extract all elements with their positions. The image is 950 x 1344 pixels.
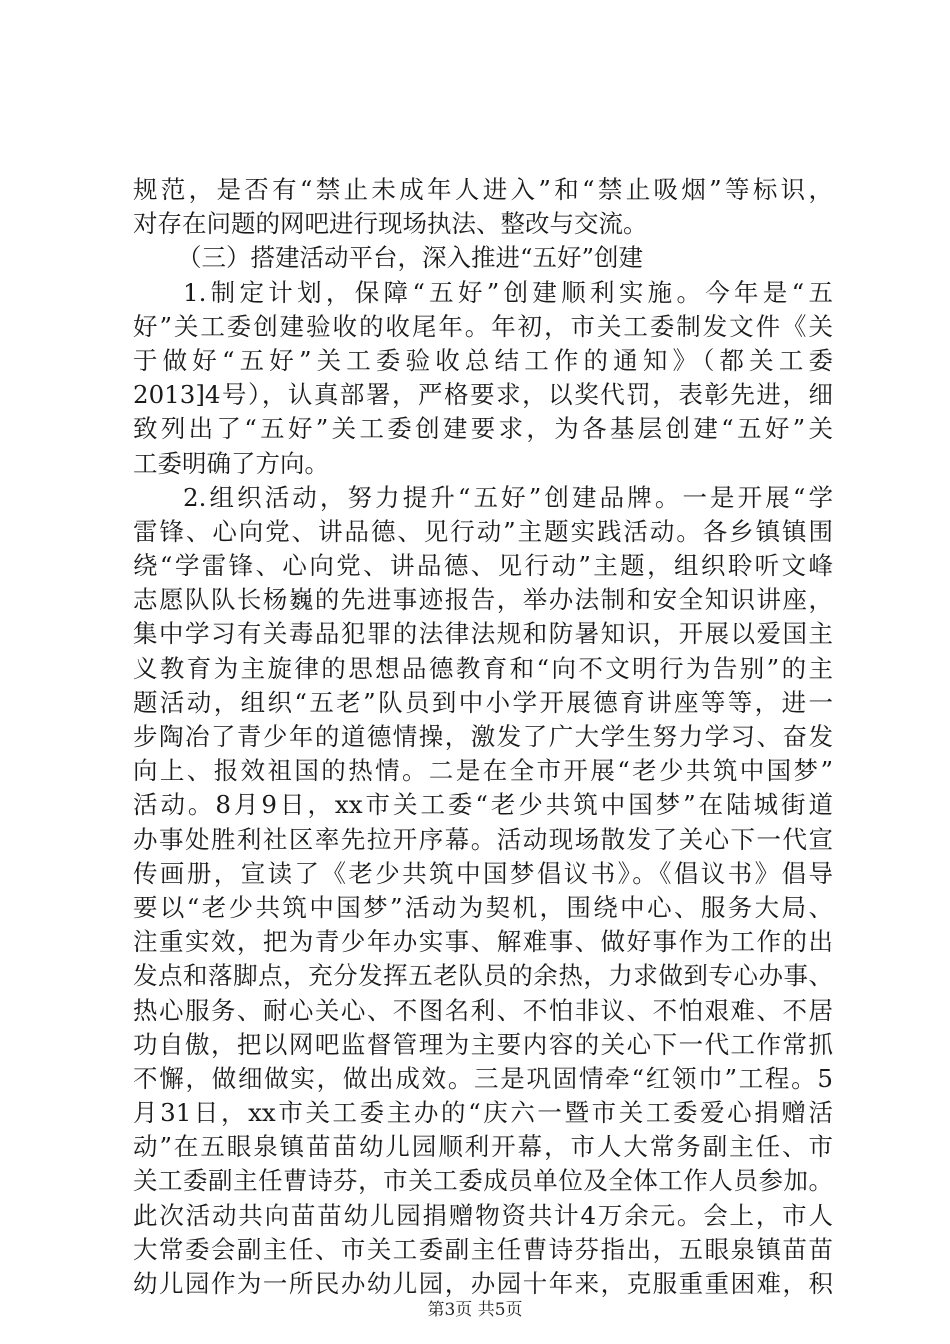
text-line: 工委明确了方向。 [133, 448, 329, 478]
text-line: 动”在五眼泉镇苗苗幼儿园顺利开幕，市人大常务副主任、市 [133, 1132, 833, 1162]
text-line: 雷锋、心向党、讲品德、见行动”主题实践活动。各乡镇镇围 [133, 516, 833, 546]
text-line: 注重实效，把为青少年办实事、解难事、做好事作为工作的出 [133, 927, 833, 957]
text-line: 集中学习有关毒品犯罪的法律法规和防暑知识，开展以爱国主 [133, 619, 833, 649]
text-line: 好”关工委创建验收的收尾年。年初，市关工委制发文件《关 [133, 311, 833, 341]
text-line: 活动。8月9日，xx市关工委“老少共筑中国梦”在陆城街道 [133, 790, 833, 820]
text-line: 2.组织活动，努力提升“五好”创建品牌。一是开展“学 [183, 482, 833, 512]
text-line: 步陶冶了青少年的道德情操，激发了广大学生努力学习、奋发 [133, 722, 833, 751]
text-line: 于做好“五好”关工委验收总结工作的通知》（都关工委 [133, 345, 833, 375]
page-number-footer: 第3页 共5页 [427, 1300, 523, 1320]
text-line: 传画册，宣读了《老少共筑中国梦倡议书》。《倡议书》倡导 [133, 858, 833, 888]
text-line: 志愿队队长杨巍的先进事迹报告，举办法制和安全知识讲座， [133, 585, 833, 615]
text-line: 幼儿园作为一所民办幼儿园，办园十年来，克服重重困难，积 [133, 1269, 833, 1298]
text-line: 1.制定计划，保障“五好”创建顺利实施。今年是“五 [183, 277, 833, 307]
text-line: 致列出了“五好”关工委创建要求，为各基层创建“五好”关 [133, 414, 833, 444]
text-line: 向上、报效祖国的热情。二是在全市开展“老少共筑中国梦” [133, 756, 833, 786]
text-line: 关工委副主任曹诗芬，市关工委成员单位及全体工作人员参加。 [133, 1166, 833, 1196]
text-line: 题活动，组织“五老”队员到中小学开展德育讲座等等，进一 [133, 687, 833, 717]
text-line: 对存在问题的网吧进行现场执法、整改与交流。 [133, 209, 648, 239]
text-line: 不懈，做细做实，做出成效。三是巩固情牵“红领巾”工程。5 [133, 1063, 833, 1093]
text-line: 热心服务、耐心关心、不图名利、不怕非议、不怕艰难、不居 [133, 995, 833, 1025]
text-line: 绕“学雷锋、心向党、讲品德、见行动”主题，组织聆听文峰 [133, 551, 833, 581]
document-body [133, 173, 833, 1301]
text-line: 办事处胜利社区率先拉开序幕。活动现场散发了关心下一代宣 [133, 824, 833, 854]
text-line: 大常委会副主任、市关工委副主任曹诗芬指出，五眼泉镇苗苗 [133, 1234, 833, 1264]
text-line: 2013]4号），认真部署，严格要求，以奖代罚，表彰先进，细 [133, 380, 833, 410]
text-line: 要以“老少共筑中国梦”活动为契机，围绕中心、服务大局、 [133, 892, 833, 922]
section-heading: （三）搭建活动平台，深入推进“五好”创建 [177, 243, 644, 273]
text-line: 此次活动共向苗苗幼儿园捐赠物资共计4万余元。会上，市人 [133, 1200, 833, 1230]
text-line: 功自傲，把以网吧监督管理为主要内容的关心下一代工作常抓 [133, 1029, 833, 1059]
text-line: 规范，是否有“禁止未成年人进入”和“禁止吸烟”等标识， [133, 175, 833, 204]
text-line: 义教育为主旋律的思想品德教育和“向不文明行为告别”的主 [133, 653, 833, 683]
text-line: 发点和落脚点，充分发挥五老队员的余热，力求做到专心办事、 [133, 961, 833, 991]
text-line: 月31日，xx市关工委主办的“庆六一暨市关工委爱心捐赠活 [133, 1098, 833, 1128]
